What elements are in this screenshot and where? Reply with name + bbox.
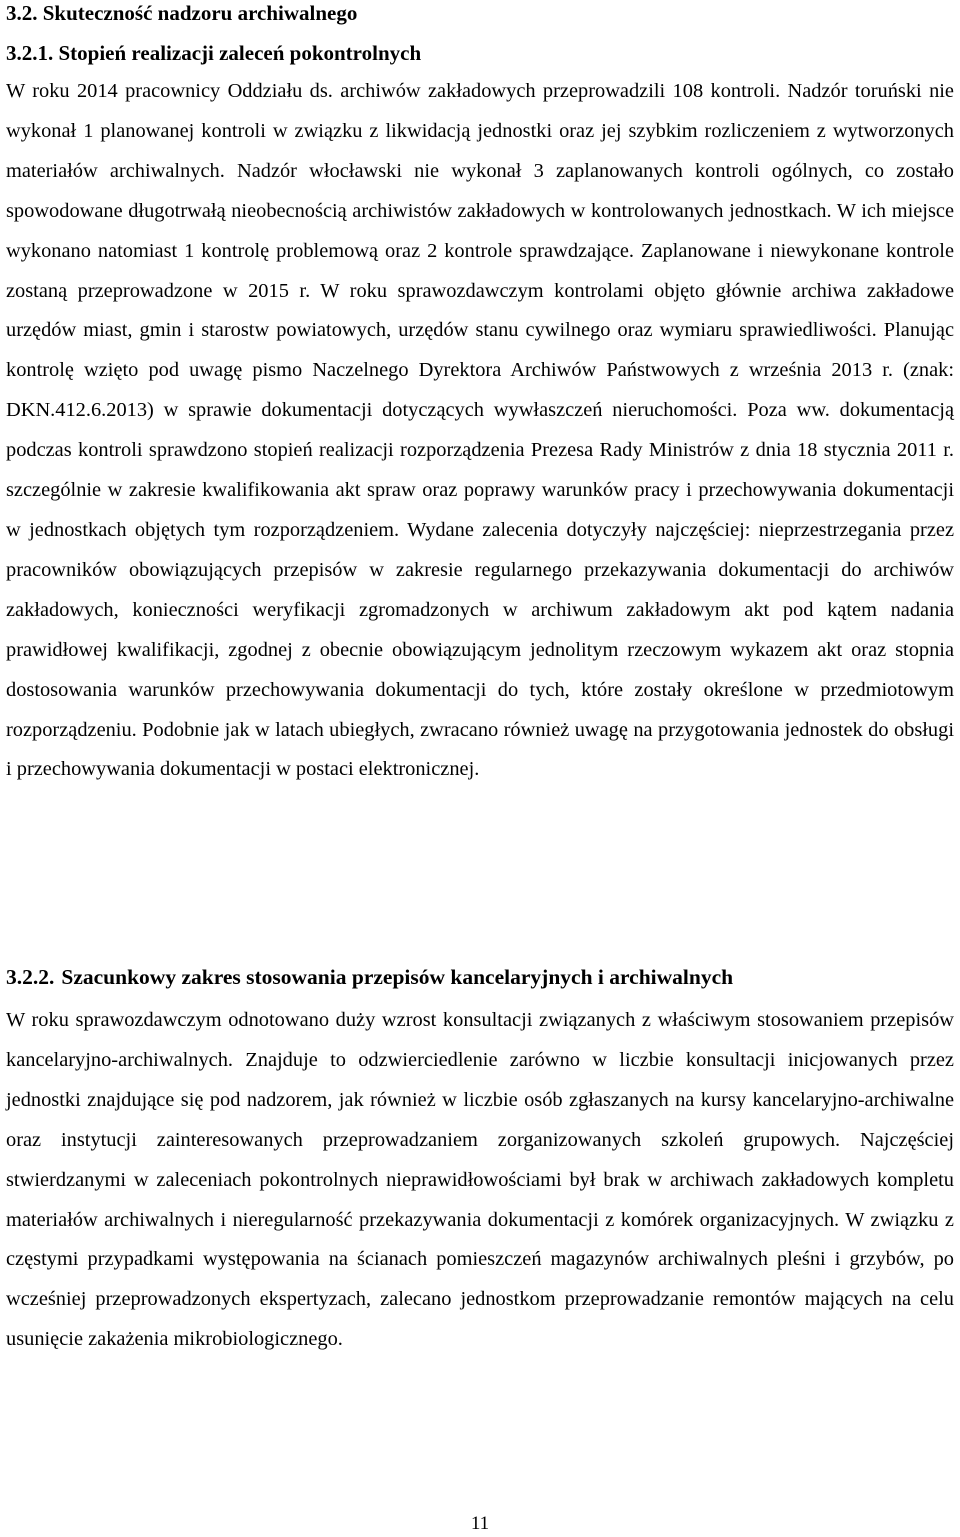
section-title: Skuteczność nadzoru archiwalnego: [42, 1, 358, 25]
subsection-number: 3.2.1.: [6, 41, 54, 65]
subsection-title: Stopień realizacji zaleceń pokontrolnych: [58, 41, 422, 65]
page-number: 11: [470, 1513, 490, 1534]
section-heading: [6, 0, 954, 26]
subsection-title: Szacunkowy zakres stosowania przepisów kancelaryjnych i archiwalnych: [61, 965, 734, 989]
section-number: 3.2.: [6, 1, 38, 25]
subsection-heading-1: [6, 40, 954, 66]
document-page: [6, 0, 954, 1351]
subsection-number: 3.2.2.: [6, 965, 55, 989]
paragraph-1: W roku 2014 pracownicy Oddziału ds. archiwów zakładowych przeprowadzili 108 kontroli. Nadzór toruński nie wykonał 1 planowanej kontroli w związku z likwidacją jednostki oraz jej szybkim rozliczeniem z wytworzonych materiałów archiwalnych. Nadzór włocławski nie wykonał 3 zaplanowanych kontroli ogólnych, co zostało spowodowane długotrwałą nieobecnością archiwistów zakładowych w kontrolowanych jednostkach. W ich miejsce wykonano natomiast 1 kontrolę problemową oraz 2 kontrole sprawdzające. Zaplanowane i niewykonane kontrole zostaną przeprowadzone w 2015 r. W roku sprawozdawczym kontrolami objęto głównie archiwa zakładowe urzędów miast, gmin i starostw powiatowych, urzędów stanu cywilnego oraz wymiaru sprawiedliwości. Planując kontrolę wzięto pod uwagę pismo Naczelnego Dyrektora Archiwów Państwowych z września 2013 r. (znak: DKN.412.6.2013) w sprawie dokumentacji dotyczących wywłaszczeń nieruchomości. Poza ww. dokumentacją podczas kontroli sprawdzono stopień realizacji rozporządzenia Prezesa Rady Ministrów z dnia 18 stycznia 2011 r. szczególnie w zakresie kwalifikowania akt spraw oraz poprawy warunków pracy i przechowywania dokumentacji w jednostkach objętych tym rozporządzeniem. Wydane zalecenia dotyczyły najczęściej: nieprzestrzegania przez pracowników obowiązujących przepisów w zakresie regularnego przekazywania dokumentacji do archiwów zakładowych, konieczności weryfikacji zgromadzonych w archiwum zakładowym akt pod kątem nadania prawidłowej kwalifikacji, zgodnej z obecnie obowiązującym jednolitym rzeczowym wykazem akt oraz stopnia dostosowania warunków przechowywania dokumentacji do tych, które zostały określone w przedmiotowym rozporządzeniu. Podobnie jak w latach ubiegłych, zwracano również uwagę na przygotowania jednostek do obsługi i przechowywania dokumentacji w postaci elektronicznej.: [6, 80, 954, 781]
subsection-heading-2: [6, 963, 954, 991]
paragraph-2: W roku sprawozdawczym odnotowano duży wzrost konsultacji związanych z właściwym stosowaniem przepisów kancelaryjno-archiwalnych. Znajduje to odzwierciedlenie zarówno w liczbie konsultacji inicjowanych przez jednostki znajdujące się pod nadzorem, jak również w liczbie osób zgłaszanych na kursy kancelaryjno-archiwalne oraz instytucji zainteresowanych przeprowadzaniem zorganizowanych szkoleń grupowych. Najczęściej stwierdzanymi w zaleceniach pokontrolnych nieprawidłowościami był brak w archiwach zakładowych kompletu materiałów archiwalnych i nieregularność przekazywania dokumentacji z komórek organizacyjnych. W związku z częstymi przypadkami występowania na ścianach pomieszczeń magazynów archiwalnych pleśni i grzybów, po wcześniej przeprowadzonych ekspertyzach, zalecano jednostkom przeprowadzanie remontów mających na celu usunięcie zakażenia mikrobiologicznego.: [6, 1009, 954, 1351]
